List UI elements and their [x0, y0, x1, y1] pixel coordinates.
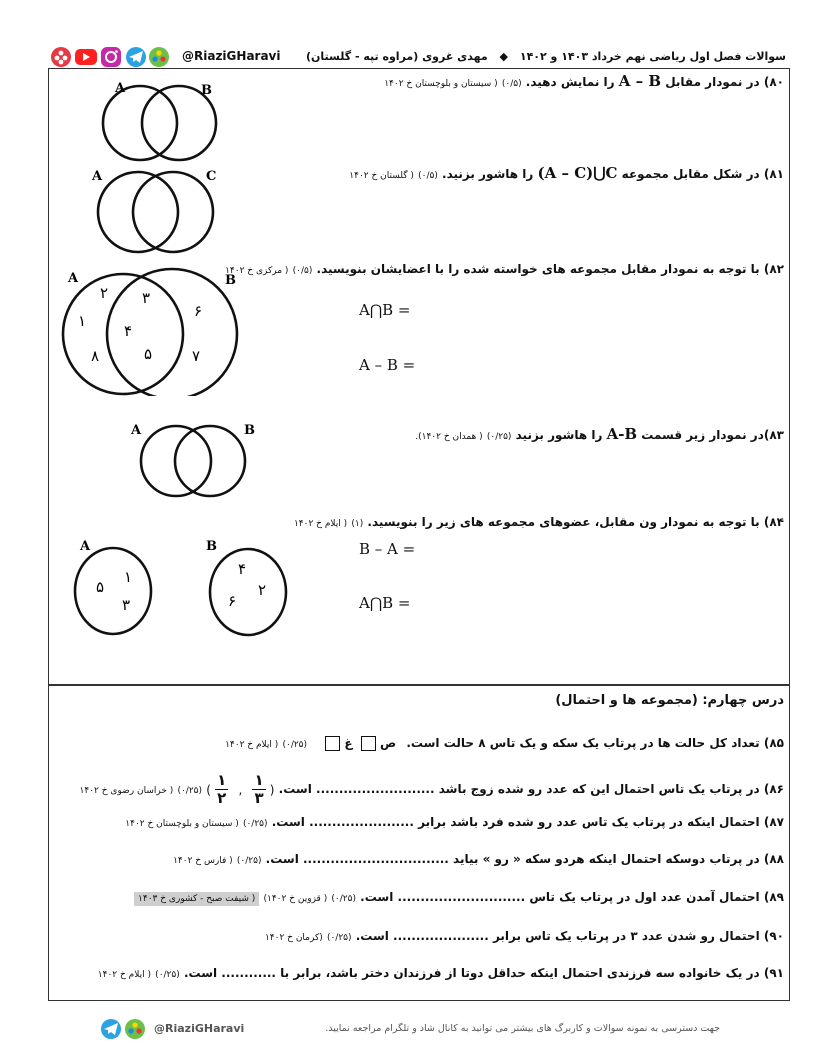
q82-expression-intersection: A⋂B = — [359, 301, 411, 319]
shad-icon[interactable] — [125, 1019, 145, 1039]
question-81 — [349, 164, 784, 182]
q84-a-element-3: ۳ — [122, 596, 131, 614]
q86-fraction-2-numerator: ۱ — [217, 771, 227, 789]
q83-score: (۰/۲۵) — [486, 432, 512, 442]
q82-element-4: ۴ — [124, 322, 133, 340]
q91-source: ( ایلام خ ۱۴۰۲ — [97, 970, 151, 980]
q83-label-b: B — [244, 423, 255, 438]
q81-text-end: را هاشور بزنید. — [442, 167, 534, 181]
q81-label-c: C — [206, 169, 217, 184]
q85-choice-true-label: ص — [380, 736, 397, 750]
q89-source-highlight: ( شیفت صبح - کشوری خ ۱۴۰۳ — [134, 892, 259, 906]
q90-text: ۹۰) احتمال رو شدن عدد ۳ در پرتاب یک تاس برابر ..................... است. — [355, 929, 784, 943]
q90-source: (کرمان خ ۱۴۰۲ — [264, 933, 323, 943]
q83-text-end: را هاشور بزنید — [515, 428, 603, 442]
q88-source: ( فارس خ ۱۴۰۲ — [173, 856, 233, 866]
social-icons-row — [50, 46, 170, 68]
q83-label-a: A — [131, 423, 142, 438]
q86-fraction-1-numerator: ۱ — [254, 771, 264, 789]
header-author: مهدی غروی (مراوه تپه - گلستان) — [306, 50, 488, 63]
venn-q80[interactable] — [95, 78, 225, 168]
q83-source: ( همدان خ ۱۴۰۲). — [415, 432, 483, 442]
q84-a-element-1: ۱ — [124, 568, 133, 586]
q84-source: ( ایلام خ ۱۴۰۲ — [293, 519, 348, 529]
q80-text-end: را نمایش دهید. — [525, 75, 615, 89]
q82-element-5: ۵ — [144, 345, 153, 363]
header-handle[interactable]: @RiaziGHaravi — [182, 49, 281, 63]
q81-expression: (A – C)⋃C — [537, 164, 618, 182]
telegram-icon[interactable] — [126, 47, 146, 67]
q81-text: ۸۱) در شکل مقابل مجموعه — [621, 167, 784, 181]
q85-score: (۰/۲۵) — [282, 740, 308, 750]
q85-checkbox-true[interactable] — [361, 736, 376, 751]
venn-q81[interactable] — [88, 162, 228, 262]
q87-text: ۸۷) احتمال اینکه در پرتاب یک تاس عدد رو شده فرد باشد برابر ....................... است. — [271, 815, 784, 829]
q83-expression: A-B — [606, 425, 638, 443]
header-title-line — [306, 50, 786, 63]
q87-score: (۰/۲۵) — [242, 819, 268, 829]
question-84 — [294, 515, 784, 529]
venn-q84[interactable] — [72, 534, 302, 639]
section-frame-probability — [48, 685, 790, 1001]
question-83 — [415, 425, 784, 443]
q86-fraction-1-denominator: ۳ — [254, 789, 264, 807]
q84-b-element-4: ۴ — [238, 560, 247, 578]
q84-b-element-6: ۶ — [228, 592, 237, 610]
header-icons — [50, 46, 170, 68]
q89-source: ( قزوین خ ۱۴۰۲) — [263, 894, 328, 904]
q86-fraction-2-denominator: ۲ — [217, 789, 227, 807]
q82-expression-difference: A – B = — [359, 356, 416, 374]
question-80 — [384, 72, 784, 90]
q82-element-1: ۱ — [78, 312, 87, 330]
q80-source: ( سیستان و بلوچستان خ ۱۴۰۲ — [384, 79, 498, 89]
q81-source: ( گلستان خ ۱۴۰۲ — [349, 171, 414, 181]
q88-text: ۸۸) در پرتاب دوسکه احتمال اینکه هردو سکه « رو » بیاید ................................ است. — [265, 852, 784, 866]
q91-text: ۹۱) در یک خانواده سه فرزندی احتمال اینکه حداقل دوتا از فرزندان دختر باشد، برابر با ............ است. — [183, 966, 784, 980]
q88-score: (۰/۲۵) — [236, 856, 262, 866]
q82-element-7: ۷ — [192, 347, 201, 365]
youtube-icon[interactable] — [75, 49, 97, 65]
q87-source: ( سیستان و بلوچستان خ ۱۴۰۲ — [125, 819, 239, 829]
q81-label-a: A — [92, 169, 103, 184]
question-90 — [265, 929, 784, 943]
q82-source: ( مرکزی خ ۱۴۰۲ — [225, 266, 289, 276]
q84-label-a: A — [80, 539, 91, 554]
q89-text: ۸۹) احتمال آمدن عدد اول در پرتاب یک تاس ............................ است. — [360, 890, 784, 904]
q80-label-b: B — [201, 83, 212, 98]
header-title: سوالات فصل اول ریاضی نهم خرداد ۱۴۰۳ و ۱۴۰۲ — [519, 50, 786, 63]
header-bullet: ◆ — [499, 50, 509, 63]
q83-text: ۸۳)در نمودار زیر قسمت — [641, 428, 784, 442]
q80-text: ۸۰) در نمودار مقابل — [665, 75, 784, 89]
venn-q82[interactable] — [48, 266, 248, 396]
q84-a-element-5: ۵ — [96, 578, 105, 596]
q86-fraction-2 — [215, 772, 228, 807]
q84-score: (۱) — [351, 519, 364, 529]
q81-score: (۰/۵) — [418, 171, 438, 181]
q84-label-b: B — [206, 539, 217, 554]
q85-source: ( ایلام خ ۱۴۰۲ — [225, 740, 279, 750]
question-91 — [98, 966, 784, 980]
lesson4-title: درس چهارم: (مجموعه ها و احتمال) — [555, 693, 784, 708]
q84-expression-intersection: A⋂B = — [359, 594, 411, 612]
q84-b-element-2: ۲ — [258, 581, 267, 599]
q82-element-3: ۳ — [142, 289, 151, 307]
q91-score: (۰/۲۵) — [155, 970, 180, 980]
q82-label-b: B — [225, 273, 236, 288]
question-82 — [225, 262, 784, 276]
q82-text: ۸۲) با توجه به نمودار مقابل مجموعه های خواسته شده را با اعضایشان بنویسید. — [316, 262, 784, 276]
question-89 — [134, 890, 784, 904]
footer-handle[interactable]: @RiaziGHaravi — [154, 1022, 245, 1035]
q84-text: ۸۴) با توجه به نمودار ون مقابل، عضوهای مجموعه های زیر را بنویسید. — [367, 515, 784, 529]
q85-choice-false-label: غ — [344, 736, 353, 750]
q82-score: (۰/۵) — [292, 266, 313, 276]
footer-icons — [100, 1018, 148, 1040]
footer — [100, 1018, 720, 1040]
q86-text: ۸۶) در پرتاب یک تاس احتمال این که عدد رو شده زوج باشد .......................... است. — [278, 782, 784, 796]
q85-text: ۸۵) تعداد کل حالت ها در پرتاب یک سکه و یک تاس ۸ حالت است. — [406, 736, 784, 750]
question-85 — [225, 736, 784, 751]
q80-score: (۰/۵) — [501, 79, 522, 89]
q86-fraction-1 — [252, 772, 265, 807]
question-88 — [173, 852, 784, 866]
venn-q83[interactable] — [128, 418, 268, 498]
q86-source: ( خراسان رضوی خ ۱۴۰۲ — [79, 786, 174, 796]
footer-text: جهت دسترسی به نمونه سوالات و کاربرگ های بیشتر می توانید به کانال شاد و تلگرام مراجعه نمایید. — [325, 1023, 720, 1034]
q82-element-8: ۸ — [91, 347, 100, 365]
instagram-icon[interactable] — [101, 47, 121, 67]
aparat-icon[interactable] — [51, 47, 71, 67]
q82-element-2: ۲ — [100, 284, 109, 302]
q86-score: (۰/۲۵) — [177, 786, 203, 796]
question-87 — [125, 815, 784, 829]
shad-icon[interactable] — [149, 47, 169, 67]
q82-label-a: A — [68, 271, 79, 286]
q82-element-6: ۶ — [194, 302, 203, 320]
telegram-icon[interactable] — [101, 1019, 121, 1039]
q89-score: (۰/۲۵) — [331, 894, 356, 904]
question-86: ۸۶) در پرتاب یک تاس احتمال این که عدد رو شده زوج باشد .......................... است. ( ۱ ۳ , ۱ ۲ ) (۰/۲۵) ( خراسان رضوی خ ۱۴۰۲ — [79, 771, 784, 807]
q84-expression-difference: B – A = — [359, 540, 416, 558]
q80-expression: A – B — [618, 72, 662, 90]
q85-checkbox-false[interactable] — [325, 736, 340, 751]
q80-label-a: A — [115, 81, 126, 96]
q90-score: (۰/۲۵) — [326, 933, 352, 943]
